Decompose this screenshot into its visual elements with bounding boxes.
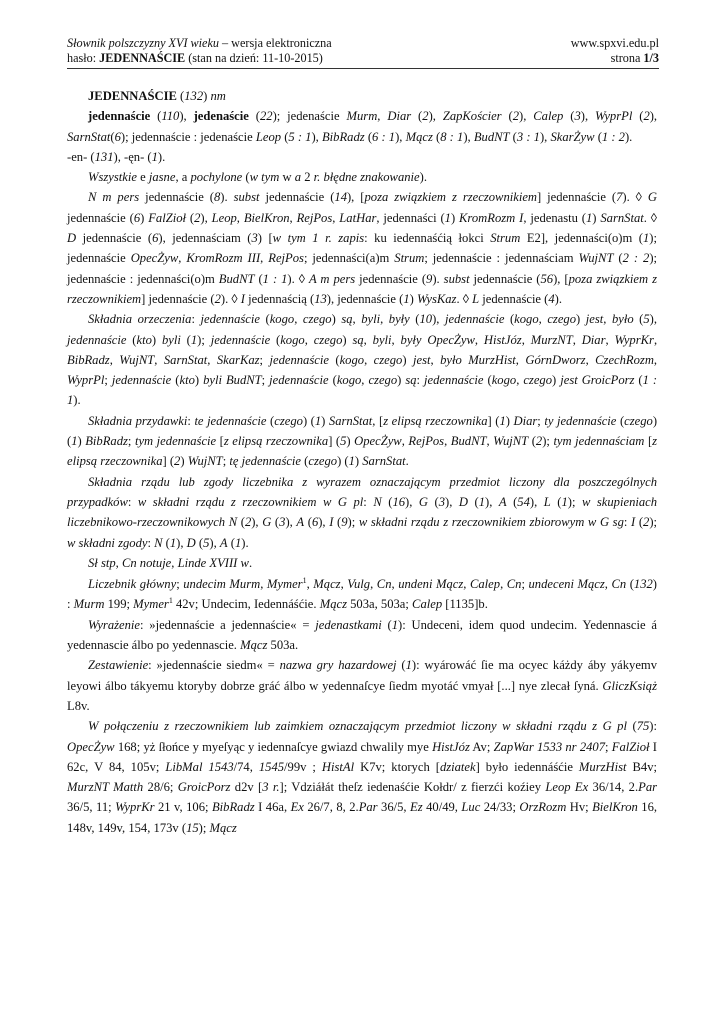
page-indicator (571, 51, 659, 66)
compound-paragraph: Zestawienie: »jedennaście siedm« = nazwa gry hazardowej (1): wyárowáć ſie ma ocyec káżdy áby yákyemv leyowi álbo tákyemu ktoryby dobrze gráć álbo w yedennaſcye ſiedm myotáć vmyał [...] nye zlecał ſyná. GliczKsiąż L8v. (67, 658, 658, 713)
attribute-syntax-paragraph: Składnia przydawki: te jedennaście (czego) (1) SarnStat, [z elipsą rzeczownika] (1) Diar; ty jedennaście (czego)(1) BibRadz; tym jedennaście [z elipsą rzeczownika] (5) OpecŻyw, RejPos, BudNT, WujNT (2); tym jedennaściam [z elipsą rzeczownika] (2) WujNT; tę jedennaście (czego) (1) SarnStat. (67, 413, 658, 469)
government-syntax-paragraph: Składnia rządu lub zgody liczebnika z wyrazem oznaczającym przedmiot liczony dla poszczególnych przypadków: w składni rządu z rzeczownikiem w G pl: N (16), G (3), D (1), A (54), L (1); w skupieniach liczebnikowo-rzeczownikowych N (2), G (3), A (6), I (9); w składni rządu z rzeczownikiem zbiorowym w G sg: I (2); w składni zgody: N (1), D (5), A (1). (67, 474, 658, 550)
running-header-left (67, 36, 332, 66)
definition-paragraph: Liczebnik główny; undecim Murm, Mymer$^1$, Mącz, Vulg, Cn, undeni Mącz, Calep, Cn; undeceni Mącz, Cn (132) : Murm 199; Mymer$^1$ 42v; Undecim, Iedennáśćie. Mącz 503a, 503a; Calep [1135]b. (67, 575, 657, 612)
header-divider (67, 68, 659, 69)
headword-count: 132 (184, 89, 204, 103)
dictionary-title: Słownik polszczyzny XVI wieku (67, 36, 219, 50)
entry-body (67, 86, 657, 838)
sources-note-paragraph: Sł stp, Cn notuje, Linde XVIII w. (88, 555, 253, 570)
site-url[interactable]: www.spxvi.edu.pl (570, 36, 659, 50)
expression-paragraph: Wyrażenie: »jedennaście a jedennaście« = jedenastkami (1): Undeceni, idem quod undecim. Yedennascie á yedennascie álbo po yedennascie. Mącz 503a. (67, 617, 657, 653)
part-of-speech: nm (210, 89, 226, 103)
headword: JEDENNAŚCIE (88, 89, 177, 103)
forms-paragraph: jedennaście (110), jedenaście (22); jedenaście Murm, Diar (2), ZapKościer (2), Calep (3), WyprPl (2), SarnStat(6); jedennaście : jedenaście Leop (5 : 1), BibRadz (6 : 1), Mącz (8 : 1), BudNT (3 : 1), SkarŻyw (1 : 2). (67, 109, 658, 144)
page-number: 1/3 (643, 51, 659, 65)
entry-name: JEDENNAŚCIE (99, 51, 186, 65)
header-entry-line (67, 51, 332, 66)
usage-paragraph: W połączeniu z rzeczownikiem lub zaimkiem oznaczającym przedmiot liczony w składni rządu z G pl (75): OpecŻyw 168; yż ſłońce y myeſyąc y iedennaſcye gwiazd chwalily mye HistJóz Av; ZapWar 1533 nr 2407; FalZioł I 62c, V 84, 105v; LibMal 1543/74, 1545/99v ; HistAl K7v; ktorych [dziatek] było iedennáśćie MurzHist B4v; MurzNT Matth 28/6; GroicPorz d2v [3 r.]; Vdziáłát theſz iedenaśćie Kołdr/ z fierzći koźiey Leop Ex 36/14, 2.Par 36/5, 11; WyprKr 21 v, 106; BibRadz I 46a, Ex 26/7, 8, 2.Par 36/5, Ez 40/49, Luc 24/33; OrzRozm Hv; BielKron 16, 148v, 149v, 154, 173v (15); Mącz (67, 719, 658, 835)
entry-date: (stan na dzień: 11-10-2015) (185, 51, 323, 65)
header-title-line (67, 36, 332, 51)
predicate-syntax-paragraph: Składnia orzeczenia: jedennaście (kogo, czego) są, byli, były (10), jedennaście (kogo, czego) jest, było (5), jedennaście (kto) byli (1); jedennaście (kogo, czego) są, byli, były OpecŻyw, HistJóz, MurzNT, Diar, WyprKr, BibRadz, WujNT, SarnStat, SkarKaz; jedennaście (kogo, czego) jest, było MurzHist, GórnDworz, CzechRozm, WyprPl; jedennaście (kto) byli BudNT; jedennaście (kogo, czego) są: jedennaście (kogo, czego) jest GroicPorz (1 : 1). (67, 312, 658, 408)
entry-label: hasło: (67, 51, 100, 65)
running-header-right (571, 36, 659, 66)
vowel-note-paragraph: Wszystkie e jasne, a pochylone (w tym w a 2 r. błędne znakowanie). (88, 170, 427, 185)
page-label: strona (610, 51, 644, 65)
dictionary-edition: – wersja elektroniczna (218, 36, 332, 50)
inflection-paragraph: N m pers jedennaście (8). subst jedennaście (14), [poza związkiem z rzeczownikiem] jedennaście (7). ◊ G jedennaście (6) FalZioł (2), Leop, BielKron, RejPos, LatHar, jedennaści (1) KromRozm I, jedenastu (1) SarnStat. ◊ D jedennaście (6), jedennaściam (3) [w tym 1 r. zapis: ku iedennaśćią łokci Strum E2], jedennaści(o)m (1); jedennaście OpecŻyw, KromRozm III, RejPos; jedennaści(a)m Strum; jedennaście : jedennaściam WujNT (2 : 2); jedennaście : jedennaści(o)m BudNT (1 : 1). ◊ A m pers jedennaście (9). subst jedennaście (56), [poza związkiem z rzeczownikiem] jedennaście (2). ◊ I jedennaścią (13), jedennaście (1) WysKaz. ◊ L jedennaście (4). (67, 190, 658, 306)
stem-variants-paragraph: -en- (131), -ęn- (1). (67, 149, 166, 164)
entry-heading: JEDENNAŚCIE (132) nm (88, 89, 226, 103)
